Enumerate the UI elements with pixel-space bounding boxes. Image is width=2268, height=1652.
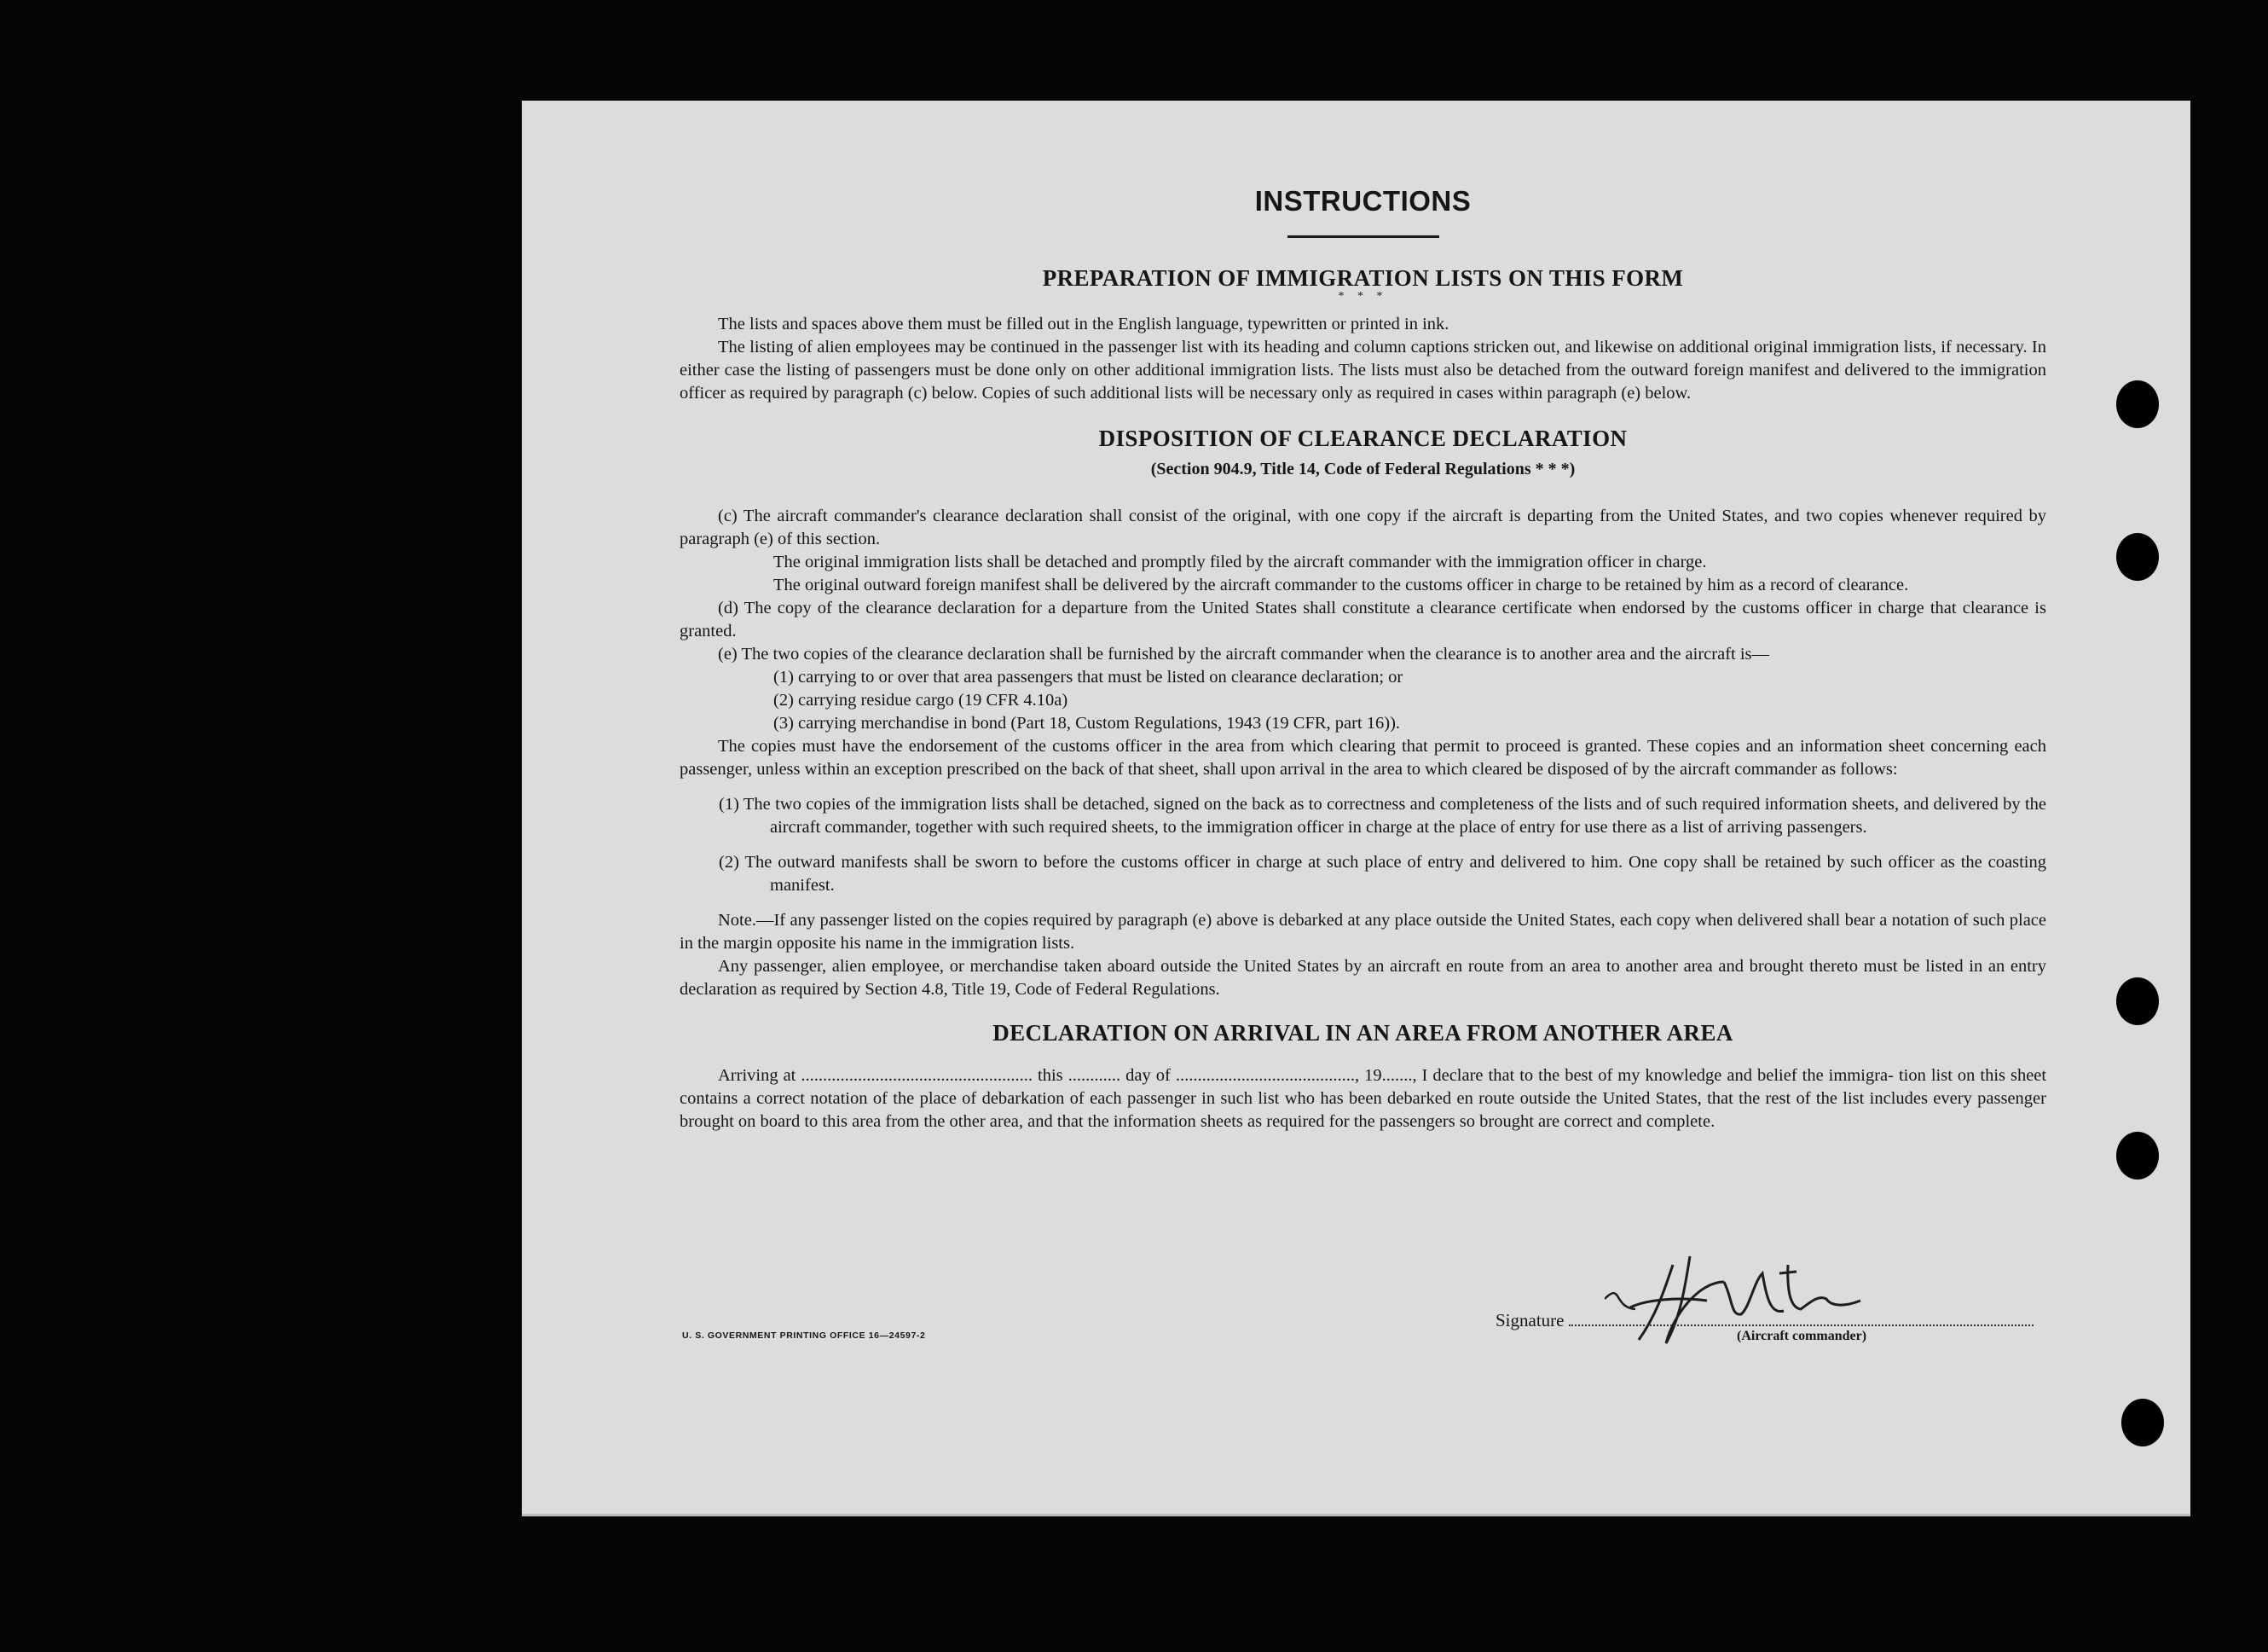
punch-hole	[2116, 1132, 2159, 1180]
paragraph-c: (c) The aircraft commander's clearance declaration shall consist of the original, with one copy if the aircraft is departing from the United States, and two copies whenever required by paragraph (e) of this section.	[680, 507, 2046, 548]
punch-hole	[2116, 533, 2159, 581]
declaration-rest: tion list on this sheet contains a correct notation of the place of debarkation of each passenger in such list who has been debarked en route outside the United States, that the rest of the list includes every passenger brought on board to this area from the other area, and that the information sheets as required for the passengers so brought are correct and complete.	[680, 1066, 2047, 1131]
declaration-lead: , I declare that to the best of my knowledge and belief the immigra-	[1412, 1066, 1894, 1085]
printing-office-footer: U. S. GOVERNMENT PRINTING OFFICE 16—24597-2	[682, 1330, 926, 1341]
signature-label: Signature	[1496, 1310, 1565, 1330]
paragraph-any: Any passenger, alien employee, or merchandise taken aboard outside the United States by an aircraft en route from an area to another area and brought thereto must be listed in an entry declaration as required by Section 4.8, Title 19, Code of Federal Regulations.	[680, 957, 2046, 999]
punch-hole	[2116, 977, 2159, 1025]
punch-hole	[2116, 380, 2159, 428]
year-label: 19	[1364, 1066, 1382, 1085]
paragraph-f2: (2) The outward manifests shall be sworn to before the customs officer in charge at such place of entry and delivered to him. One copy shall be retained by such officer as the coasting manifest.	[719, 853, 2046, 895]
paragraph-e: (e) The two copies of the clearance declaration shall be furnished by the aircraft commander when the clearance is to another area and the aircraft is—	[718, 645, 1770, 664]
document-page	[522, 101, 2190, 1516]
title-rule	[1287, 235, 1439, 238]
arriving-at-blank[interactable]: .....................................................	[801, 1066, 1033, 1085]
arriving-at-label: Arriving at	[718, 1066, 796, 1085]
this-label: this	[1038, 1066, 1063, 1085]
paragraph-note: Note.—If any passenger listed on the copies required by paragraph (e) above is debarked at any place outside the United States, each copy when delivered shall bear a notation of such place in the margin opposite his name in the immigration lists.	[680, 911, 2046, 953]
paragraph: The lists and spaces above them must be filled out in the English language, typewritten or printed in ink.	[718, 315, 1449, 333]
page-title: INSTRUCTIONS	[1254, 185, 1472, 217]
paragraph-e1: (1) carrying to or over that area passengers that must be listed on clearance declaration; or	[773, 668, 1403, 687]
signature-role-label: (Aircraft commander)	[1737, 1329, 1867, 1343]
punch-hole	[2121, 1399, 2164, 1446]
paragraph-c1: The original immigration lists shall be detached and promptly filed by the aircraft commander with the immigration officer in charge.	[773, 553, 1707, 571]
section-subheading: (Section 904.9, Title 14, Code of Federal Regulations * * *)	[1150, 460, 1576, 478]
document-body	[680, 181, 2046, 1133]
declaration-paragraph	[680, 1064, 2046, 1133]
paragraph: The listing of alien employees may be continued in the passenger list with its heading and column captions stricken out, and likewise on additional original immigration lists, if necessary. In either case the listing of passengers must be done only on other additional immigration lists. The lists must also be detached from the outward foreign manifest and delivered to the immigration officer as required by paragraph (c) below. Copies of such additional lists will be necessary only as required in cases within paragraph (e) below.	[680, 338, 2046, 403]
paragraph-e3: (3) carrying merchandise in bond (Part 18, Custom Regulations, 1943 (19 CFR, part 16)).	[773, 714, 1401, 733]
day-of-label: day of	[1125, 1066, 1171, 1085]
paragraph-c2: The original outward foreign manifest shall be delivered by the aircraft commander to the customs officer in charge to be retained by him as a record of clearance.	[773, 576, 1909, 594]
paragraph-d: (d) The copy of the clearance declaration for a departure from the United States shall constitute a clearance certificate when endorsed by the customs officer in charge that clearance is granted.	[680, 599, 2046, 641]
signature-blank[interactable]	[1569, 1311, 2034, 1326]
year-blank[interactable]: .......	[1381, 1066, 1413, 1085]
paragraph-e2: (2) carrying residue cargo (19 CFR 4.10a)	[773, 691, 1068, 710]
paragraph-copies: The copies must have the endorsement of the customs officer in the area from which clearing that permit to proceed is granted. These copies and an information sheet concerning each passenger, unless within an exception prescribed on the back of that sheet, shall upon arrival in the area to which cleared be disposed of by the aircraft commander as follows:	[680, 737, 2046, 779]
paragraph-f1: (1) The two copies of the immigration lists shall be detached, signed on the back as to correctness and completeness of the lists and of such required information sheets, and delivered by the aircraft commander, together with such required sheets, to the immigration officer in charge at the place of entry for use there as a list of arriving passengers.	[719, 795, 2046, 837]
section-stars: * * *	[1338, 290, 1388, 303]
section-heading-declaration: DECLARATION ON ARRIVAL IN AN AREA FROM ANOTHER AREA	[992, 1020, 1733, 1046]
month-blank[interactable]: .........................................,	[1175, 1066, 1360, 1085]
day-blank[interactable]: ............	[1067, 1066, 1121, 1085]
section-heading-disposition: DISPOSITION OF CLEARANCE DECLARATION	[1098, 426, 1628, 451]
section-heading-preparation: PREPARATION OF IMMIGRATION LISTS ON THIS FORM	[1042, 265, 1684, 291]
